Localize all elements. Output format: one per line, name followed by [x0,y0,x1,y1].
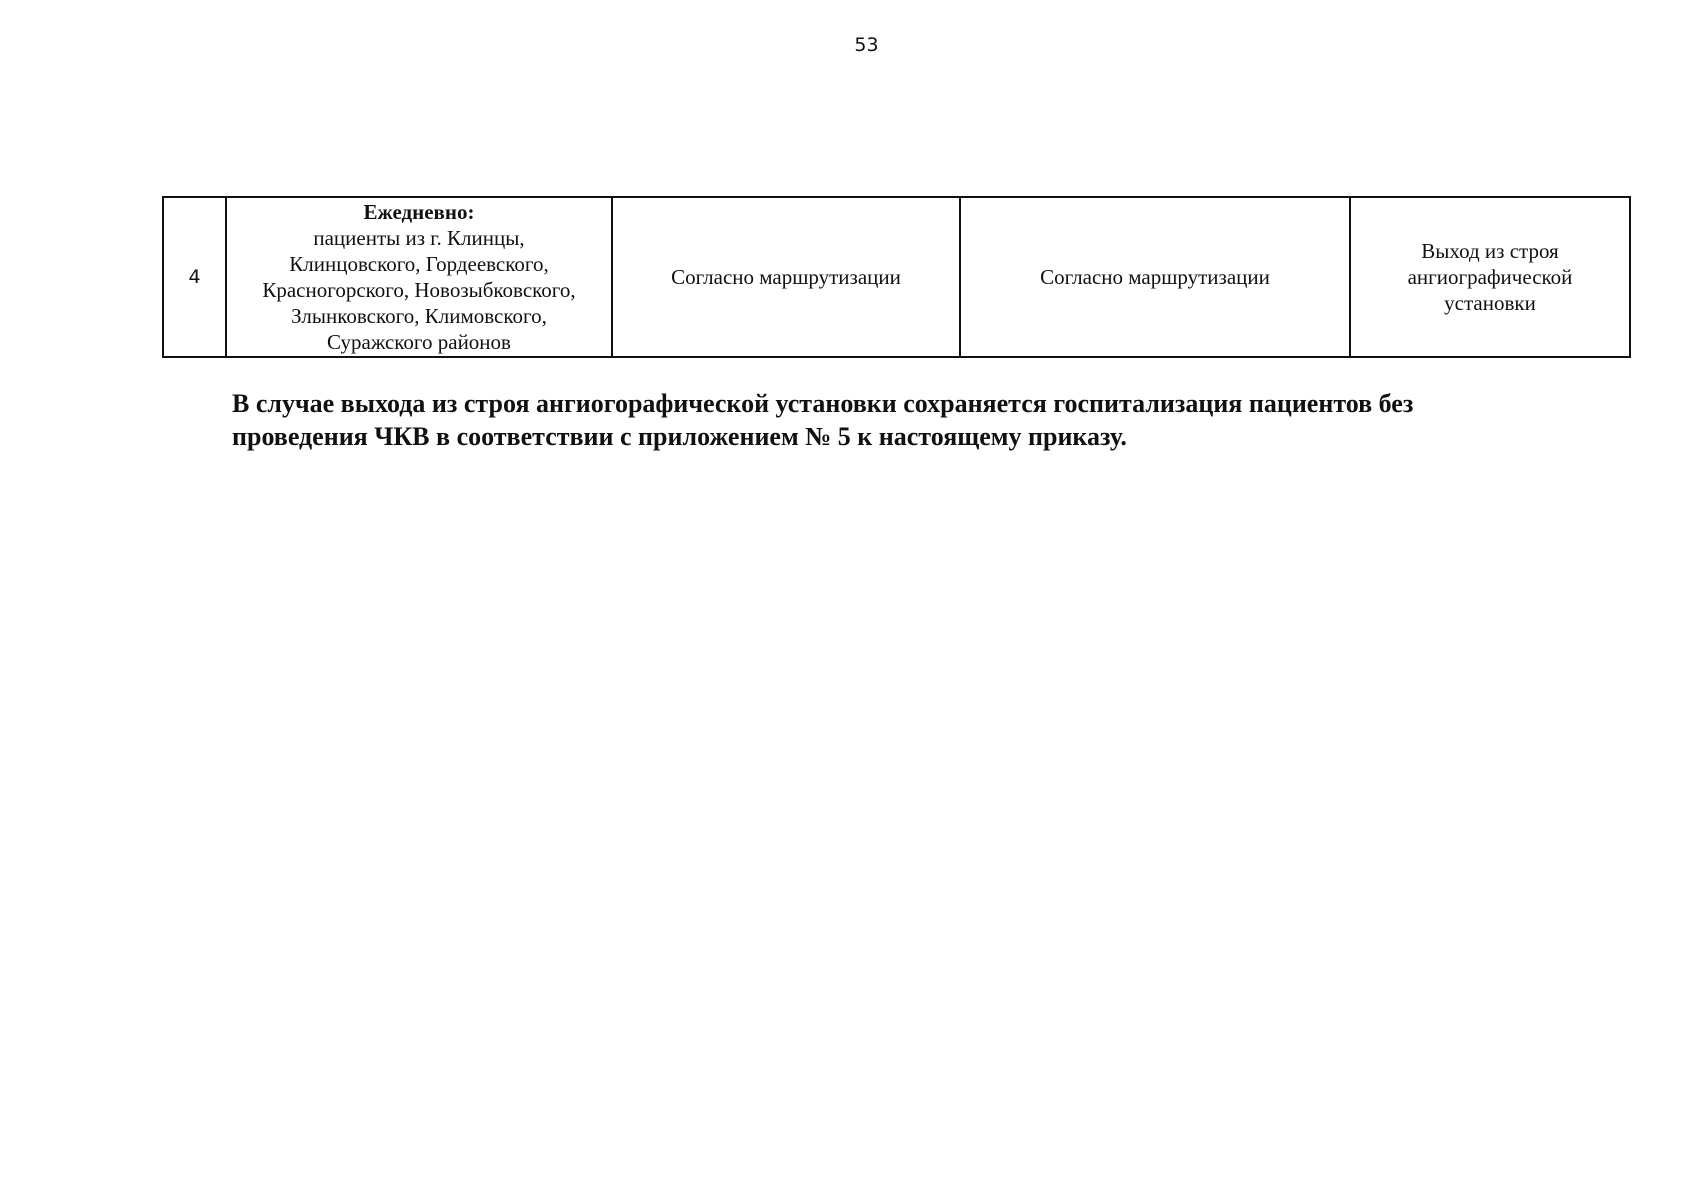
routing-cell-2: Согласно маршрутизации [960,197,1350,357]
page-number: 53 [854,34,879,56]
description-line: Красногорского, Новозыбковского, [262,278,576,302]
description-line: пациенты из г. Клинцы, [313,226,525,250]
description-line: Суражского районов [327,330,511,354]
footnote-line: проведения ЧКВ в соответствии с приложением № 5 к настоящему приказу. [232,422,1127,451]
condition-line: Выход из строя [1421,239,1559,263]
condition-cell [1350,197,1630,357]
description-line: Злынковского, Климовского, [291,304,547,328]
routing-cell-1: Согласно маршрутизации [612,197,960,357]
description-line: Клинцовского, Гордеевского, [289,252,549,276]
condition-line: установки [1444,291,1536,315]
routing-table [162,196,1631,358]
condition-line: ангиографической [1407,265,1573,289]
table-row [163,197,1630,357]
row-number-cell: 4 [163,197,226,357]
footnote-paragraph [232,387,1532,453]
schedule-heading: Ежедневно: [363,200,475,224]
patients-description-cell [226,197,612,357]
footnote-line: В случае выхода из строя ангиогорафической установки сохраняется госпитализация пациентов без [232,389,1414,418]
